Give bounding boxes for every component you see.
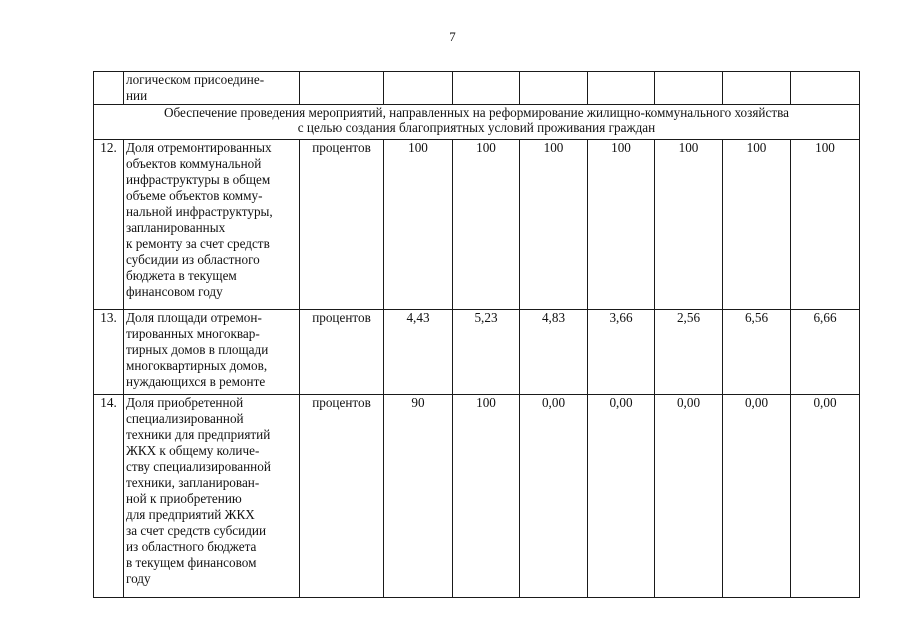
- description-line: специализированной: [126, 411, 244, 426]
- value-cell: [384, 72, 453, 105]
- value-cell: 90: [384, 395, 453, 598]
- description-line: объектов коммунальной: [126, 156, 262, 171]
- description-line: Доля отремонтированных: [126, 140, 272, 155]
- value-cell: 100: [791, 140, 860, 310]
- value-cell: 0,00: [655, 395, 723, 598]
- description-line: из областного бюджета: [126, 539, 257, 554]
- value-cell: 5,23: [453, 310, 520, 395]
- unit-cell: процентов: [300, 395, 384, 598]
- description-line: бюджета в текущем: [126, 268, 237, 283]
- value-cell: [723, 72, 791, 105]
- description-line: инфраструктуры в общем: [126, 172, 271, 187]
- description-cell: [124, 140, 300, 310]
- value-cell: 100: [453, 395, 520, 598]
- section-header-line: с целью создания благоприятных условий проживания граждан: [297, 120, 656, 135]
- description-line: для предприятий ЖКХ: [126, 507, 255, 522]
- value-cell: 0,00: [520, 395, 588, 598]
- value-cell: 0,00: [588, 395, 655, 598]
- section-header: [94, 105, 860, 140]
- description-line: тирных домов в площади: [126, 342, 269, 357]
- continuation-row: [94, 72, 860, 105]
- value-cell: 100: [655, 140, 723, 310]
- value-cell: 100: [723, 140, 791, 310]
- description-line: запланированных: [126, 220, 226, 235]
- description-line: нии: [126, 88, 148, 103]
- description-line: субсидии из областного: [126, 252, 260, 267]
- description-cell: [124, 310, 300, 395]
- description-line: к ремонту за счет средств: [126, 236, 270, 251]
- row-number-cell: [94, 72, 124, 105]
- value-cell: [655, 72, 723, 105]
- value-cell: 4,43: [384, 310, 453, 395]
- value-cell: 100: [453, 140, 520, 310]
- page-number: 7: [449, 29, 456, 44]
- value-cell: [453, 72, 520, 105]
- description-line: Доля приобретенной: [126, 395, 244, 410]
- value-cell: 0,00: [791, 395, 860, 598]
- description-cell: [124, 72, 300, 105]
- description-line: Доля площади отремон-: [126, 310, 262, 325]
- description-line: ной к приобретению: [126, 491, 242, 506]
- table-row: [94, 395, 860, 598]
- description-line: ству специализированной: [126, 459, 271, 474]
- description-line: многоквартирных домов,: [126, 358, 268, 373]
- value-cell: 6,56: [723, 310, 791, 395]
- value-cell: 100: [520, 140, 588, 310]
- section-header-row: [94, 105, 860, 140]
- description-line: техники, запланирован-: [126, 475, 260, 490]
- row-number: 13.: [94, 310, 124, 395]
- description-line: техники для предприятий: [126, 427, 271, 442]
- description-line: году: [126, 571, 151, 586]
- row-number: 14.: [94, 395, 124, 598]
- value-cell: 100: [384, 140, 453, 310]
- description-line: в текущем финансовом: [126, 555, 257, 570]
- value-cell: 6,66: [791, 310, 860, 395]
- description-line: нальной инфраструктуры,: [126, 204, 273, 219]
- value-cell: [791, 72, 860, 105]
- description-line: нуждающихся в ремонте: [126, 374, 266, 389]
- value-cell: [588, 72, 655, 105]
- description-line: тированных многоквар-: [126, 326, 260, 341]
- description-line: ЖКХ к общему количе-: [126, 443, 260, 458]
- value-cell: 0,00: [723, 395, 791, 598]
- value-cell: [520, 72, 588, 105]
- description-line: финансовом году: [126, 284, 223, 299]
- unit-cell: процентов: [300, 310, 384, 395]
- description-line: логическом присоедине-: [126, 72, 265, 87]
- value-cell: 2,56: [655, 310, 723, 395]
- value-cell: 4,83: [520, 310, 588, 395]
- description-cell: [124, 395, 300, 598]
- description-line: объеме объектов комму-: [126, 188, 263, 203]
- unit-cell: [300, 72, 384, 105]
- table-row: [94, 310, 860, 395]
- value-cell: 3,66: [588, 310, 655, 395]
- row-number: 12.: [94, 140, 124, 310]
- indicators-table: [93, 71, 860, 598]
- unit-cell: процентов: [300, 140, 384, 310]
- value-cell: 100: [588, 140, 655, 310]
- table-row: [94, 140, 860, 310]
- section-header-line: Обеспечение проведения мероприятий, направленных на реформирование жилищно-коммунального хозяйства: [163, 105, 790, 120]
- description-line: за счет средств субсидии: [126, 523, 267, 538]
